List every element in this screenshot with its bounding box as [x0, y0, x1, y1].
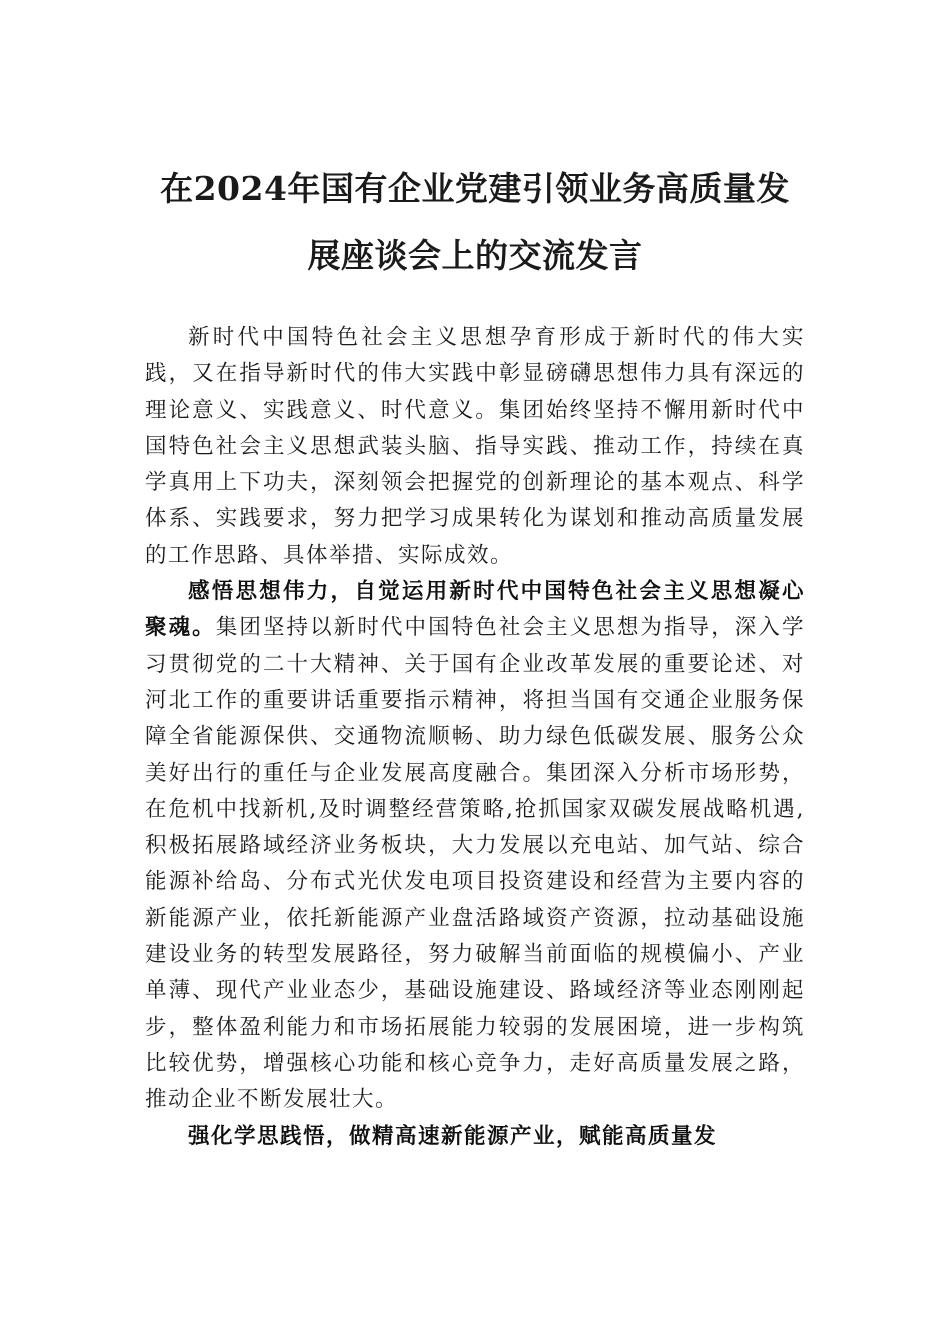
paragraph-text: 集团坚持以新时代中国特色社会主义思想为指导，深入学习贯彻党的二十大精神、关于国有企业改革发展的重要论述、对河北工作的重要讲话重要指示精神，将担当国有交通企业服务保障全省能源保供、交通物流顺畅、助力绿色低碳发展、服务公众美好出行的重任与企业发展高度融合。集团深入分析市场形势，在危机中找新机,及时调整经营策略,抢抓国家双碳发展战略机遇,积极拓展路域经济业务板块，大力发展以充电站、加气站、综合能源补给岛、分布式光伏发电项目投资建设和经营为主要内容的新能源产业，依托新能源产业盘活路域资产资源，拉动基础设施建设业务的转型发展路径，努力破解当前面临的规模偏小、产业单薄、现代产业业态少，基础设施建设、路域经济等业态刚刚起步，整体盈利能力和市场拓展能力较弱的发展困境，进一步构筑比较优势，增强核心功能和核心竞争力，走好高质量发展之路，推动企业不断发展壮大。 [145, 615, 805, 1113]
document-title-line-2: 展座谈会上的交流发言 [307, 236, 643, 275]
document-body [145, 320, 805, 1155]
document-title-line-1: 在2024年国有企业党建引领业务高质量发 [160, 169, 790, 208]
paragraph-section-2 [145, 1119, 805, 1155]
paragraph-intro [145, 320, 805, 574]
paragraph-lead: 强化学思践悟，做精高速新能源产业，赋能高质量发 [188, 1123, 718, 1149]
paragraph-lead: 感悟思想伟力，自觉运用新时代中国特色社会主义思想凝心聚魂。 [145, 579, 805, 641]
paragraph-text: 新时代中国特色社会主义思想孕育形成于新时代的伟大实践，又在指导新时代的伟大实践中彰显磅礴思想伟力具有深远的理论意义、实践意义、时代意义。集团始终坚持不懈用新时代中国特色社会主义思想武装头脑、指导实践、推动工作，持续在真学真用上下功夫，深刻领会把握党的创新理论的基本观点、科学体系、实践要求，努力把学习成果转化为谋划和推动高质量发展的工作思路、具体举措、实际成效。 [145, 325, 805, 568]
paragraph-section-1 [145, 574, 805, 1118]
